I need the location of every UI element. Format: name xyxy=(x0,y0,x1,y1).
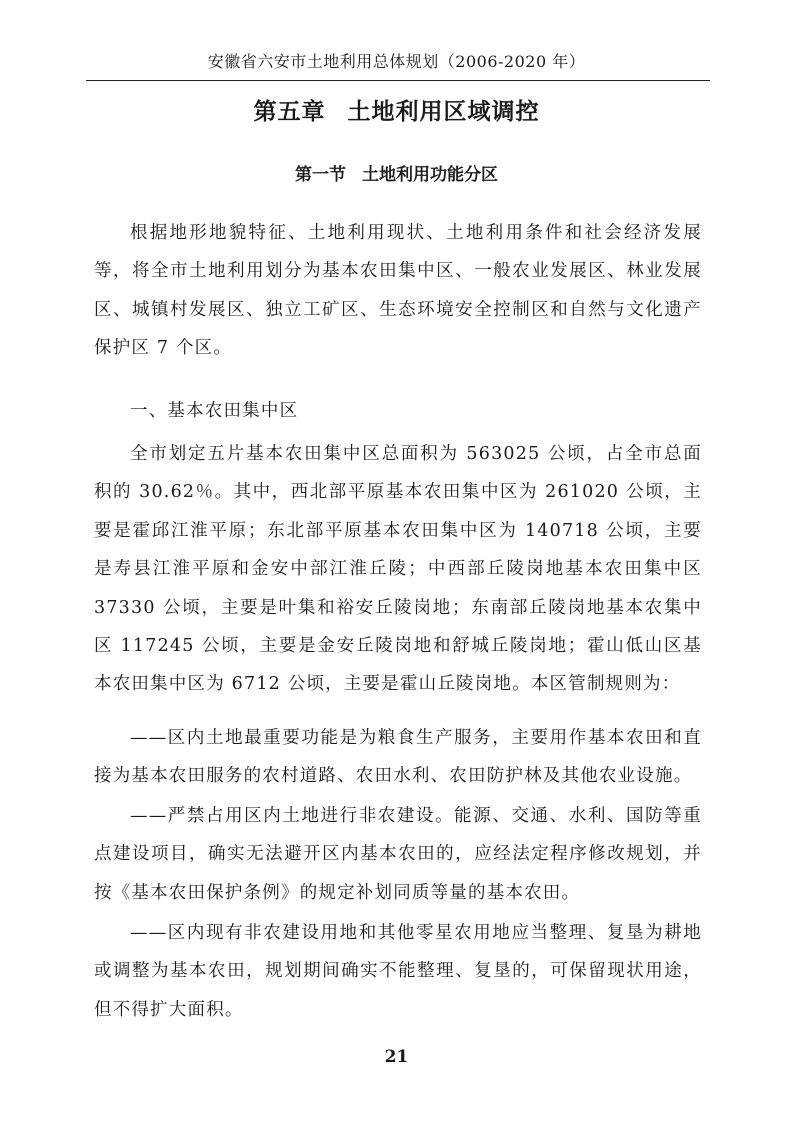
section-label: 第一节 xyxy=(295,165,346,185)
section-title-text: 土地利用功能分区 xyxy=(362,165,498,185)
page-number: 21 xyxy=(384,1047,409,1067)
running-header: 安徽省六安市土地利用总体规划（2006-2020 年） xyxy=(207,52,586,71)
chapter-title xyxy=(0,97,793,127)
header-divider xyxy=(86,80,710,81)
subsection-heading: 一、基本农田集中区 xyxy=(130,401,299,421)
intro-paragraph: 根据地形地貌特征、土地利用现状、土地利用条件和社会经济发展等，将全市土地利用划分为基本农田集中区、一般农业发展区、林业发展区、城镇村发展区、独立工矿区、生态环境安全控制区和自然与文化遗产保护区 7 个区。 xyxy=(94,223,702,359)
chapter-label: 第五章 xyxy=(253,99,326,125)
rule-paragraph-3: ——区内现有非农建设用地和其他零星农用地应当整理、复垦为耕地或调整为基本农田，规划期间确实不能整理、复垦的，可保留现状用途，但不得扩大面积。 xyxy=(94,923,702,1020)
rule-paragraph-2: ——严禁占用区内土地进行非农建设。能源、交通、水利、国防等重点建设项目，确实无法避开区内基本农田的，应经法定程序修改规划，并按《基本农田保护条例》的规定补划同质等量的基本农田。 xyxy=(94,806,702,903)
section-title xyxy=(0,163,793,187)
rule-paragraph-1: ——区内土地最重要功能是为粮食生产服务，主要用作基本农田和直接为基本农田服务的农村道路、农田水利、农田防护林及其他农业设施。 xyxy=(94,728,702,787)
zone-overview-paragraph: 全市划定五片基本农田集中区总面积为 563025 公顷，占全市总面积的 30.62％。其中，西北部平原基本农田集中区为 261020 公顷，主要是霍邱江淮平原；东北部平原基本农田集中区为 140718 公顷，主要是寿县江淮平原和金安中部江淮丘陵；中西部丘陵岗地基本农田集中区 37330 公顷，主要是叶集和裕安丘陵岗地；东南部丘陵岗地基本农集中区 117245 公顷，主要是金安丘陵岗地和舒城丘陵岗地；霍山低山区基本农田集中区为 6712 公顷，主要是霍山丘陵岗地。本区管制规则为： xyxy=(94,444,702,695)
chapter-title-text: 土地利用区域调控 xyxy=(347,99,540,125)
